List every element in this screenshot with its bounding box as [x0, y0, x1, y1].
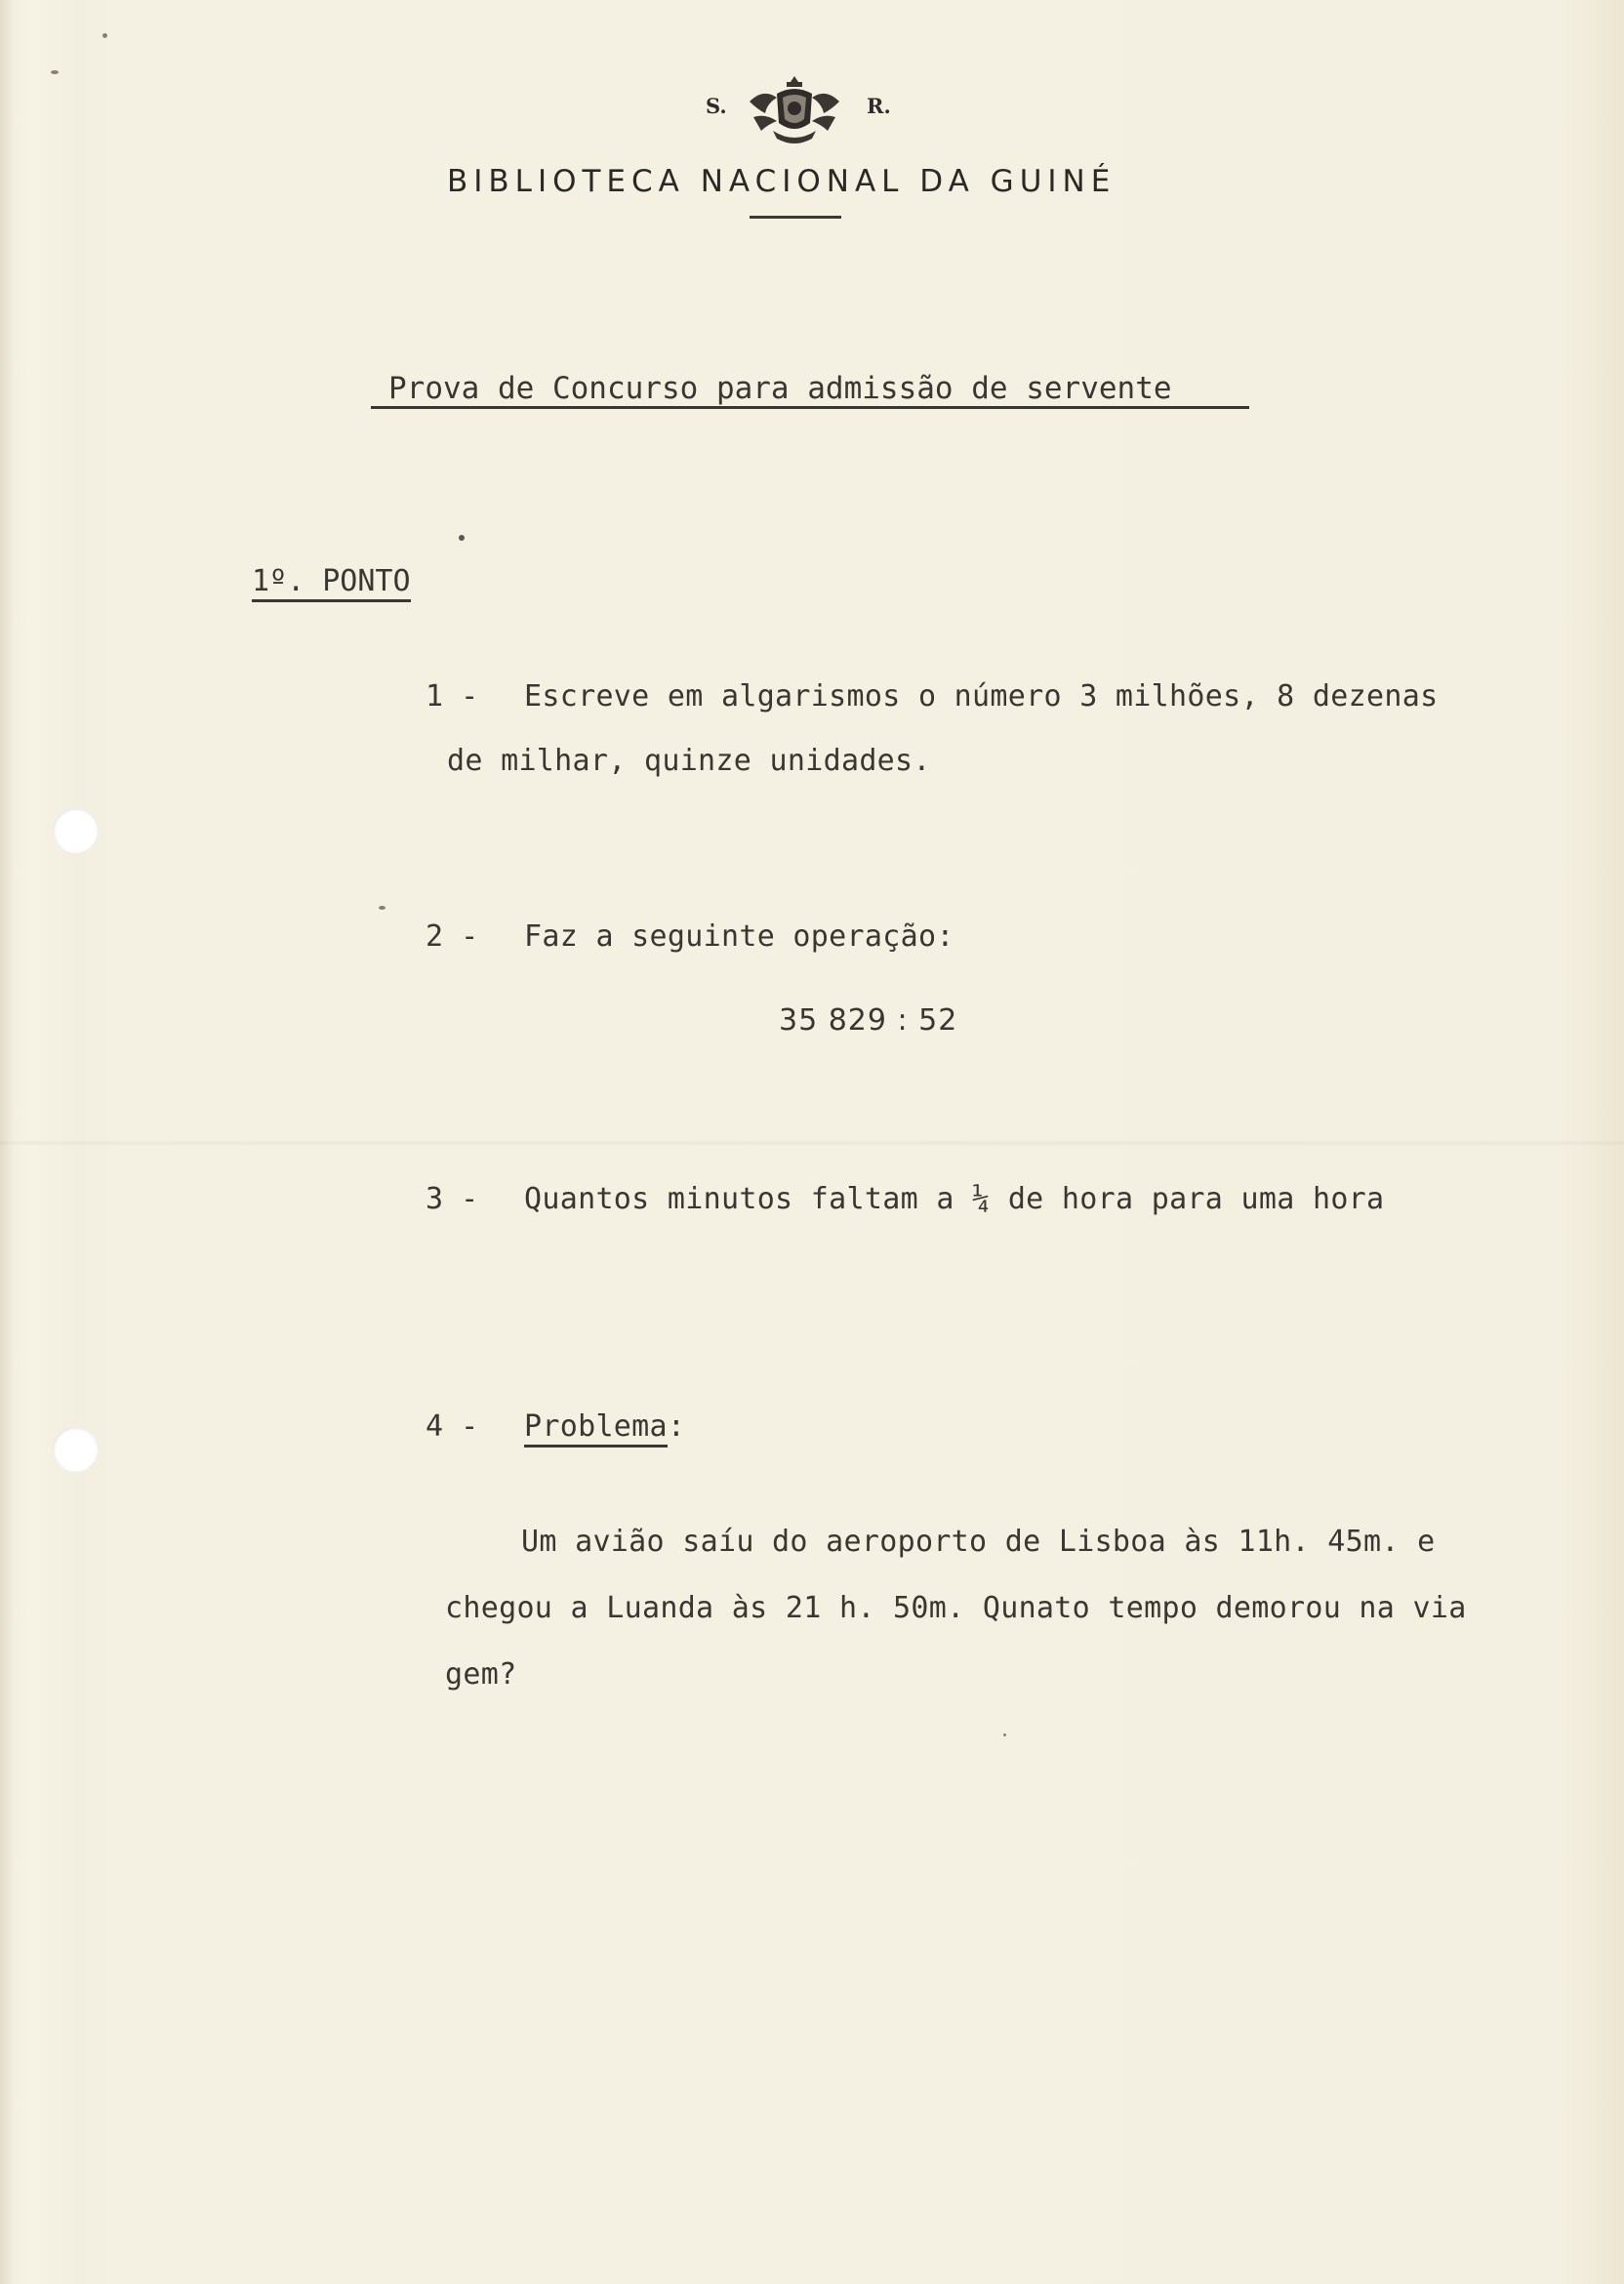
question-text: [524, 1182, 1384, 1216]
punch-hole-top: [53, 808, 98, 853]
fraction-quarter: ¼: [972, 1182, 991, 1216]
question-text-line: de milhar, quinze unidades.: [447, 744, 931, 778]
question-text: Faz a seguinte operação:: [524, 919, 954, 954]
institution-name: BIBLIOTECA NACIONAL DA GUINÉ: [447, 164, 1116, 199]
question-number: 2 -: [426, 919, 479, 954]
problem-label: Problema: [524, 1409, 668, 1448]
section-heading: 1º. PONTO: [252, 564, 411, 602]
title-underline: [371, 406, 1249, 409]
problem-text-line: Um avião saíu do aeroporto de Lisboa às 11h. 45m. e: [521, 1525, 1436, 1559]
problem-text-line: gem?: [445, 1657, 517, 1692]
question-number: 1 -: [426, 679, 479, 714]
letterhead-initial-r: R.: [867, 94, 891, 118]
question-number: 4 -: [426, 1409, 479, 1444]
punch-hole-bottom: [53, 1427, 98, 1472]
letterhead-rule: [750, 216, 841, 219]
coat-of-arms-emblem-icon: [748, 74, 841, 146]
letterhead-initial-s: S.: [706, 94, 727, 118]
problem-heading: [524, 1409, 685, 1444]
division-operation: 35 829 : 52: [779, 1003, 958, 1038]
question-text-before: Quantos minutos faltam a: [524, 1182, 954, 1216]
question-text-line: Escreve em algarismos o número 3 milhões, 8 dezenas: [524, 679, 1439, 714]
question-number: 3 -: [426, 1182, 479, 1216]
ink-speck: [51, 70, 59, 74]
ink-speck: [1003, 1733, 1006, 1736]
stray-dot: [459, 535, 465, 541]
ink-speck: [379, 906, 386, 910]
problem-text-line: chegou a Luanda às 21 h. 50m. Qunato tempo demorou na via: [445, 1591, 1467, 1625]
question-text-after: de hora para uma hora: [1007, 1182, 1385, 1216]
ink-speck: [102, 33, 107, 38]
problem-label-suffix: :: [667, 1409, 686, 1444]
document-title: Prova de Concurso para admissão de servente: [388, 371, 1172, 406]
paper-fold-line: [0, 1140, 1624, 1146]
